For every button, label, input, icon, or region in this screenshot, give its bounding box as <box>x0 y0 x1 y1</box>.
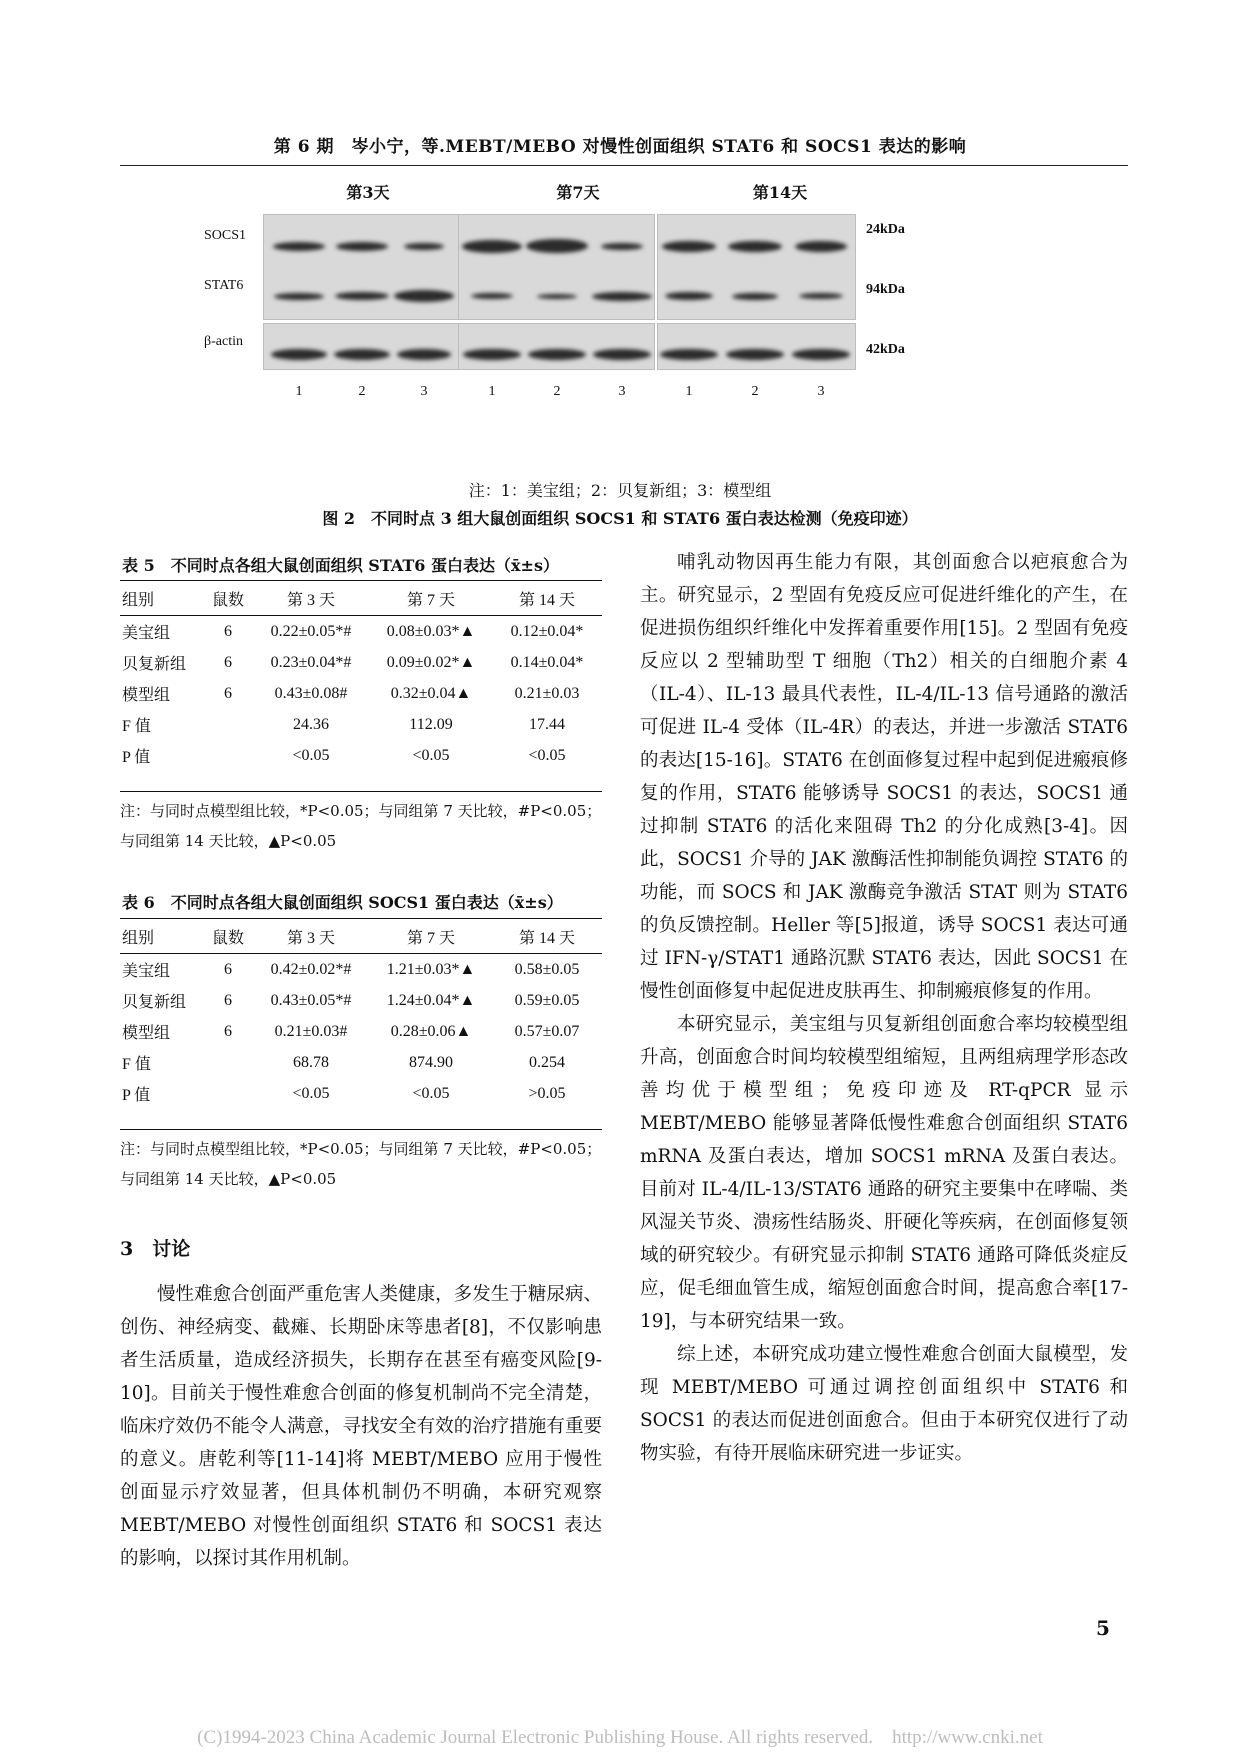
table-cell: 874.90 <box>409 1053 453 1071</box>
table-cell: 0.42±0.02*# <box>270 960 352 978</box>
header-rule <box>120 165 1128 166</box>
blot-band <box>593 349 651 360</box>
table-cell: 0.58±0.05 <box>514 960 580 978</box>
blot-band <box>526 239 588 253</box>
size-label-24kda: 24kDa <box>866 222 905 237</box>
day-label-14: 第14天 <box>752 183 808 202</box>
blot-panel-day14-actin <box>657 323 856 370</box>
row-label-stat6: STAT6 <box>204 278 244 293</box>
table-cell: >0.05 <box>528 1084 566 1102</box>
western-blot-figure <box>120 178 1128 478</box>
blot-band <box>799 293 843 299</box>
table-row <box>120 616 602 648</box>
table-cell: 0.57±0.07 <box>514 1022 580 1040</box>
table-cell: 美宝组 <box>122 625 171 642</box>
table-cell <box>204 1047 252 1078</box>
table-cell: 第 3 天 <box>252 919 370 954</box>
day-label-7: 第7天 <box>556 183 600 202</box>
table-row <box>120 954 602 986</box>
table-cell: 第 14 天 <box>492 919 602 954</box>
table-cell: 0.59±0.05 <box>514 991 580 1009</box>
left-column-text <box>120 1278 602 1575</box>
table-cell: 6 <box>224 622 232 640</box>
blot-band <box>528 349 586 360</box>
paragraph: 哺乳动物因再生能力有限，其创面愈合以疤痕愈合为主。研究显示，2 型固有免疫反应可促进纤维化的产生，在促进损伤组织纤维化中发挥着重要作用[15]。2 型固有免疫反应以 2 型辅助型 T 细胞（Th2）相关的白细胞介素 4（IL-4）、IL-13 最具代表性，IL-4/IL-13 信号通路的激活可促进 IL-4 受体（IL-4R）的表达，并进一步激活 STAT6 的表达[15-16]。STAT6 在创面修复过程中起到促进瘢痕修复的作用，STAT6 能够诱导 SOCS1 的表达，SOCS1 通过抑制 STAT6 的活化来阻碍 Th2 的分化成熟[3-4]。因此，SOCS1 介导的 JAK 激酶活性抑制能负调控 STAT6 的功能，而 SOCS 和 JAK 激酶竞争激活 STAT 则为 STAT6 的负反馈控制。Heller 等[5]报道，诱导 SOCS1 表达可通过 IFN-γ/STAT1 通路沉默 STAT6 表达，因此 SOCS1 在慢性创面修复中起促进皮肤再生、抑制瘢痕修复的作用。 <box>640 552 1128 1002</box>
table-cell: F 值 <box>122 718 151 735</box>
lane-label: 2 <box>358 384 366 399</box>
paragraph: 本研究显示，美宝组与贝复新组创面愈合率均较模型组升高，创面愈合时间均较模型组缩短，且两组病理学形态改善均优于模型组；免疫印迹及 RT-qPCR 显示 MEBT/MEBO 能够显著降低慢性难愈合创面组织 STAT6 mRNA 及蛋白表达，增加 SOCS1 mRNA 及蛋白表达。目前对 IL-4/IL-13/STAT6 通路的研究主要集中在哮喘、类风湿关节炎、溃疡性结肠炎、肝硬化等疾病，在创面修复领域的研究较少。有研究显示抑制 STAT6 通路可降低炎症反应，促毛细血管生成，缩短创面愈合时间，提高愈合率[17-19]，与本研究结果一致。 <box>640 1014 1128 1332</box>
table-cell: 0.14±0.04* <box>510 653 584 671</box>
table6-caption: 表 6 不同时点各组大鼠创面组织 SOCS1 蛋白表达（x̄±s） <box>122 893 563 912</box>
table-cell: 0.21±0.03# <box>274 1022 348 1040</box>
blot-band <box>404 243 444 250</box>
blot-band <box>335 292 389 300</box>
table-cell: 0.22±0.05*# <box>270 622 352 640</box>
table-cell: 6 <box>224 653 232 671</box>
lane-label: 2 <box>553 384 561 399</box>
lane-label: 3 <box>420 384 428 399</box>
table5-note: 注：与同时点模型组比较，*P<0.05；与同组第 7 天比较，#P<0.05；与同组第 14 天比较，▲P<0.05 <box>120 802 602 850</box>
table-cell: 0.12±0.04* <box>510 622 584 640</box>
table5-bottom-rule <box>120 791 602 792</box>
table-cell: 第 3 天 <box>252 581 370 616</box>
blot-band <box>273 242 325 251</box>
blot-band <box>728 241 782 252</box>
table-cell: 112.09 <box>409 715 453 733</box>
right-column-text <box>640 546 1128 1470</box>
table-cell: 24.36 <box>293 715 329 733</box>
blot-panel-day3-actin <box>263 323 460 370</box>
blot-panel-day14-top <box>657 214 856 320</box>
table-row <box>120 1016 602 1047</box>
table-header-row <box>120 919 602 954</box>
blot-band <box>394 290 454 302</box>
table-cell: 美宝组 <box>122 963 171 980</box>
blot-band <box>662 241 716 252</box>
lane-label: 1 <box>488 384 496 399</box>
row-label-socs1: SOCS1 <box>204 228 247 243</box>
table-cell: 第 7 天 <box>370 919 492 954</box>
table-cell: 6 <box>224 991 232 1009</box>
page-number: 5 <box>1096 1616 1110 1640</box>
blot-band <box>471 293 513 299</box>
table-cell: 0.21±0.03 <box>514 684 580 702</box>
blot-band <box>792 349 850 360</box>
blot-band <box>665 292 713 300</box>
table-cell: <0.05 <box>412 746 450 764</box>
table-cell <box>204 709 252 740</box>
size-label-94kda: 94kDa <box>866 282 905 297</box>
table-cell: 1.21±0.03*▲ <box>386 960 476 978</box>
table-cell: 贝复新组 <box>122 656 187 673</box>
paragraph: 慢性难愈合创面严重危害人类健康，多发生于糖尿病、创伤、神经病变、截瘫、长期卧床等患者[8]，不仅影响患者生活质量，造成经济损失，长期存在甚至有癌变风险[9-10]。目前关于慢性难愈合创面的修复机制尚不完全清楚，临床疗效仍不能令人满意，寻找安全有效的治疗措施有重要的意义。唐乾利等[11-14]将 MEBT/MEBO 应用于慢性创面显示疗效显著，但具体机制仍不明确，本研究观察 MEBT/MEBO 对慢性创面组织 STAT6 和 SOCS1 表达的影响，以探讨其作用机制。 <box>120 1284 602 1569</box>
section-heading: 3 讨论 <box>120 1238 191 1260</box>
running-header: 第 6 期 岑小宁，等.MEBT/MEBO 对慢性创面组织 STAT6 和 SOCS1 表达的影响 <box>273 137 967 157</box>
table-cell: 鼠数 <box>204 919 252 954</box>
table-cell: <0.05 <box>528 746 566 764</box>
table-cell: <0.05 <box>292 746 330 764</box>
table-cell: 0.28±0.06▲ <box>390 1022 472 1040</box>
blot-band <box>463 349 521 360</box>
lane-label: 1 <box>295 384 303 399</box>
table-cell: 贝复新组 <box>122 994 187 1011</box>
table-cell: 68.78 <box>293 1053 329 1071</box>
table-cell: 组别 <box>120 581 204 616</box>
lane-label: 2 <box>751 384 759 399</box>
table-cell: 6 <box>224 960 232 978</box>
table-cell: 0.43±0.05*# <box>270 991 352 1009</box>
row-label-actin: β-actin <box>204 334 243 349</box>
table-cell: P 值 <box>122 1087 151 1104</box>
table-row <box>120 1078 602 1109</box>
table5 <box>120 581 602 771</box>
table-cell: <0.05 <box>412 1084 450 1102</box>
table-cell: F 值 <box>122 1056 151 1073</box>
blot-band <box>336 242 388 251</box>
blot-band <box>592 292 652 301</box>
blot-band <box>271 349 327 360</box>
table-cell: 组别 <box>120 919 204 954</box>
size-label-42kda: 42kDa <box>866 342 905 357</box>
table-cell <box>204 740 252 771</box>
blot-band <box>660 349 718 360</box>
table-cell: 0.32±0.04▲ <box>390 684 472 702</box>
table-cell: 6 <box>224 684 232 702</box>
table-cell: P 值 <box>122 749 151 766</box>
table-cell: 1.24±0.04*▲ <box>386 991 476 1009</box>
table6-grid <box>120 919 602 1109</box>
blot-band <box>537 294 577 299</box>
paragraph: 综上述，本研究成功建立慢性难愈合创面大鼠模型，发现 MEBT/MEBO 可通过调控创面组织中 STAT6 和 SOCS1 的表达而促进创面愈合。但由于本研究仅进行了动物实验，有待开展临床研究进一步证实。 <box>640 1344 1128 1464</box>
table-header-row <box>120 581 602 616</box>
table-cell: 0.43±0.08# <box>274 684 348 702</box>
table-cell: 0.09±0.02*▲ <box>386 653 476 671</box>
table-cell: <0.05 <box>292 1084 330 1102</box>
day-label-3: 第3天 <box>346 183 390 202</box>
table-cell: 0.08±0.03*▲ <box>386 622 476 640</box>
table6-bottom-rule <box>120 1129 602 1130</box>
table-cell: 6 <box>224 1022 232 1040</box>
table-row <box>120 678 602 709</box>
table-row <box>120 985 602 1016</box>
table5-grid <box>120 581 602 771</box>
lane-label: 3 <box>817 384 825 399</box>
table-row <box>120 647 602 678</box>
table-cell: 第 14 天 <box>492 581 602 616</box>
table-cell: 0.23±0.04*# <box>270 653 352 671</box>
table-cell: 鼠数 <box>204 581 252 616</box>
table6 <box>120 919 602 1109</box>
lane-label: 3 <box>618 384 626 399</box>
lane-label: 1 <box>685 384 693 399</box>
table6-note: 注：与同时点模型组比较，*P<0.05；与同组第 7 天比较，#P<0.05；与同组第 14 天比较，▲P<0.05 <box>120 1140 602 1188</box>
blot-band <box>397 349 451 360</box>
table-row <box>120 740 602 771</box>
table-cell <box>204 1078 252 1109</box>
blot-panel-day7-actin <box>458 323 655 370</box>
table-cell: 模型组 <box>122 687 171 704</box>
table-row <box>120 1047 602 1078</box>
blot-band <box>334 349 390 360</box>
blot-band <box>732 293 778 300</box>
blot-band <box>795 241 847 252</box>
figure-note: 注：1：美宝组；2：贝复新组；3：模型组 <box>468 481 772 500</box>
blot-band <box>601 243 643 250</box>
blot-panel-day7-top <box>458 214 655 320</box>
copyright-footer: (C)1994-2023 China Academic Journal Electronic Publishing House. All rights reserved. http://www.cnki.net <box>197 1727 1043 1748</box>
table-cell: 第 7 天 <box>370 581 492 616</box>
blot-band <box>462 240 522 253</box>
table5-caption: 表 5 不同时点各组大鼠创面组织 STAT6 蛋白表达（x̄±s） <box>122 556 559 575</box>
blot-band <box>274 293 324 300</box>
table-cell: 模型组 <box>122 1025 171 1042</box>
figure-caption: 图 2 不同时点 3 组大鼠创面组织 SOCS1 和 STAT6 蛋白表达检测（免疫印迹） <box>322 509 918 528</box>
table-cell: 0.254 <box>529 1053 565 1071</box>
table-cell: 17.44 <box>529 715 565 733</box>
table-row <box>120 709 602 740</box>
blot-band <box>726 349 784 360</box>
